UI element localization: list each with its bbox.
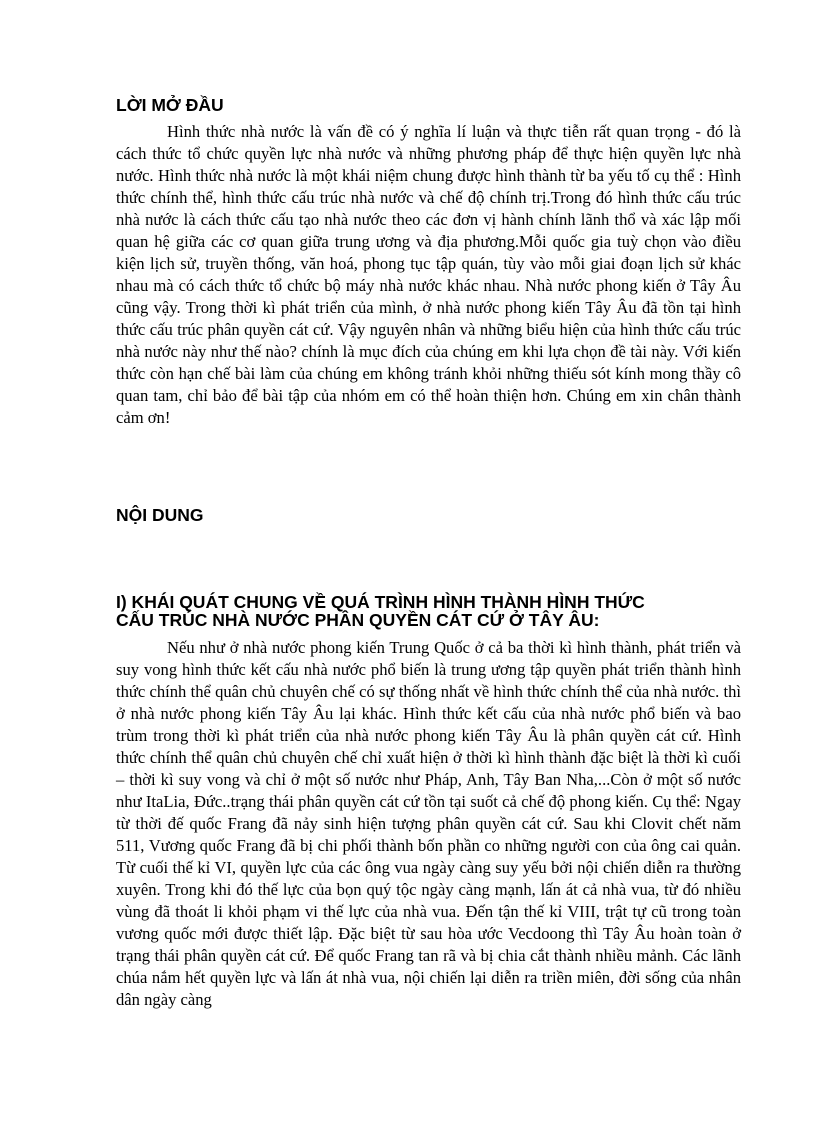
intro-paragraph: Hình thức nhà nước là vấn đề có ý nghĩa lí luận và thực tiễn rất quan trọng - đó là cách thức tổ chức quyền lực nhà nước và những phương pháp để thực hiện quyền lực nhà nước. Hình thức nhà nước là một khái niệm chung được hình thành từ ba yếu tố cụ thể : Hình thức chính thể, hình thức cấu trúc nhà nước và chế độ chính trị.Trong đó hình thức cấu trúc nhà nước là cách thức cấu tạo nhà nước theo các đơn vị hành chính lãnh thổ và xác lập mối quan hệ giữa các cơ quan giữa trung ương và địa phương.Mỗi quốc gia tuỳ chọn vào điều kiện lịch sử, truyền thống, văn hoá, phong tục tập quán, tùy vào mỗi giai đoạn lịch sử khác nhau mà có cách thức tổ chức bộ máy nhà nước khác nhau. Nhà nước phong kiến ở Tây Âu cũng vậy. Trong thời kì phát triển của mình, ở nhà nước phong kiến Tây Âu đã tồn tại hình thức cấu trúc phân quyền cát cứ. Vậy nguyên nhân và những biểu hiện của hình thức cấu trúc nhà nước này như thế nào? chính là mục đích của chúng em khi lựa chọn đề tài này. Với kiến thức còn hạn chế bài làm của chúng em không tránh khỏi những thiếu sót kính mong thầy cô quan tam, chỉ bảo để bài tập của nhóm em có thể hoàn thiện hơn. Chúng em xin chân thành cảm ơn! [116, 122, 741, 427]
section1-heading-line1: I) KHÁI QUÁT CHUNG VỀ QUÁ TRÌNH HÌNH THÀNH HÌNH THỨC [116, 592, 645, 612]
section1-paragraph: Nếu như ở nhà nước phong kiến Trung Quốc ở cả ba thời kì hình thành, phát triển và suy vong hình thức kết cấu nhà nước phổ biến là trung ương tập quyền phát triển thành hình thức chính thể quân chủ chuyên chế có sự thống nhất về hình thức chính thể của nhà nước. thì ở nhà nước phong kiến Tây Âu lại khác. Hình thức kết cấu của nhà nước phổ biến và bao trùm trong thời kì phát triển của nhà nước phong kiến Tây Âu là phân quyền cát cứ. Hình thức chính thể quân chủ chuyên chế chỉ xuất hiện ở thời kì hình thành đặc biệt là thời kì cuối – thời kì suy vong và chỉ ở một số nước như Pháp, Anh, Tây Ban Nha,...Còn ở một số nước như ItaLia, Đức..trạng thái phân quyền cát cứ tồn tại suốt cả chế độ phong kiến. Cụ thể: Ngay từ thời đế quốc Frang đã nảy sinh hiện tượng phân quyền cát cứ. Sau khi Clovit chết năm 511, Vương quốc Frang đã bị chi phối thành bốn phần co những người con của ông cai quản. Từ cuối thế kỉ VI, quyền lực của các ông vua ngày càng suy yếu bởi nội chiến diễn ra thường xuyên. Trong khi đó thế lực của bọn quý tộc ngày càng mạnh, lấn át cả nhà vua, từ đó nhiều vùng đã thoát li khỏi phạm vi thế lực của nhà vua. Đến tận thế kỉ VIII, trật tự cũ trong toàn vương quốc mới được thiết lập. Đặc biệt từ sau hòa ước Vecdoong thì Tây Âu hoàn toàn ở trạng thái phân quyền cát cứ. Để quốc Frang tan rã và bị chia cắt thành nhiều mảnh. Các lãnh chúa nắm hết quyền lực và lấn át nhà vua, nội chiến lại diễn ra triền miên, đời sống của nhân dân ngày càng [116, 638, 741, 1009]
intro-heading: LỜI MỞ ĐẦU [116, 95, 224, 115]
section1-heading [116, 593, 756, 629]
content-heading: NỘI DUNG [116, 505, 204, 525]
section1-heading-line2: CẤU TRÚC NHÀ NƯỚC PHÂN QUYỀN CÁT CỨ Ở TÂY ÂU: [116, 610, 600, 630]
